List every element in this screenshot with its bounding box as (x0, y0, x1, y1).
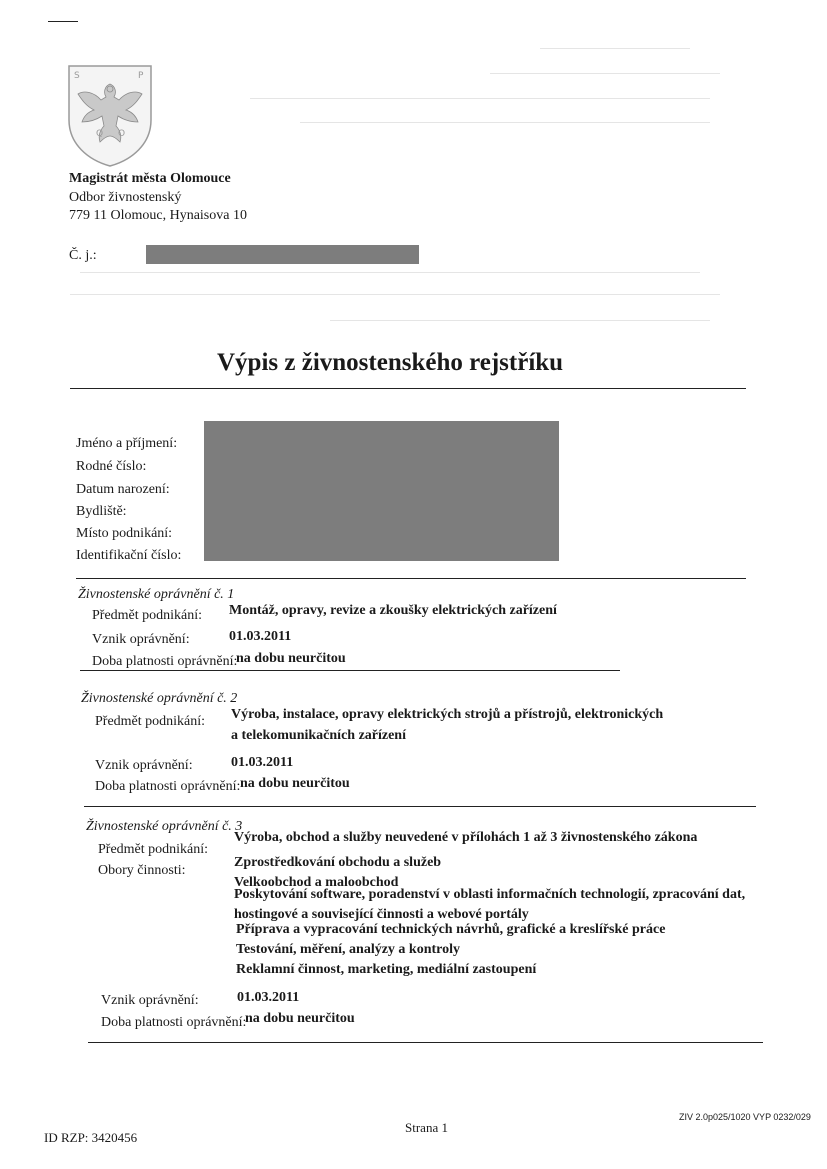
document-code: ZIV 2.0p025/1020 VYP 0232/029 (679, 1112, 811, 1122)
licence-2-subject-value-line-2: a telekomunikačních zařízení (231, 728, 406, 743)
licence-3-field-item: Reklamní činnost, marketing, mediální zastoupení (236, 962, 537, 977)
svg-text:Q: Q (96, 129, 104, 139)
licence-3-rule (88, 1042, 763, 1043)
name-label: Jméno a příjmení: (76, 436, 178, 451)
licence-3-field-item: Testování, měření, analýzy a kontroly (236, 942, 461, 957)
coat-of-arms-logo (66, 62, 154, 168)
business-place-label: Místo podnikání: (76, 526, 173, 541)
licence-3-validity-value: na dobu neurčitou (245, 1011, 355, 1026)
licence-1-validity-label: Doba platnosti oprávnění: (92, 654, 238, 669)
identification-number-label: Identifikační číslo: (76, 548, 182, 563)
office-address: 779 11 Olomouc, Hynaisova 10 (69, 208, 247, 223)
reference-redaction (146, 245, 419, 264)
licence-3-field-item: hostingové a související činnosti a webové portály (234, 907, 529, 922)
department-name: Odbor živnostenský (69, 190, 182, 205)
personal-rule (76, 578, 746, 579)
svg-text:P: P (138, 71, 144, 81)
personal-data-redaction (204, 421, 559, 561)
licence-2-origin-label: Vznik oprávnění: (95, 758, 193, 773)
licence-1-origin-value: 01.03.2011 (229, 629, 292, 644)
licence-2-heading: Živnostenské oprávnění č. 2 (81, 691, 238, 706)
licence-3-field-item: Poskytování software, poradenství v oblasti informačních technologií, zpracování dat, (234, 887, 746, 902)
birth-date-label: Datum narození: (76, 482, 170, 497)
licence-3-field-item: Velkoobchod a maloobchod (234, 875, 399, 890)
title-rule (70, 388, 746, 389)
licence-1-origin-label: Vznik oprávnění: (92, 632, 190, 647)
id-rzp: ID RZP: 3420456 (44, 1130, 138, 1145)
licence-1-validity-value: na dobu neurčitou (236, 651, 346, 666)
licence-3-field-item: Příprava a vypracování technických návrhů, grafické a kreslířské práce (236, 922, 666, 937)
svg-text:S: S (74, 71, 80, 81)
licence-3-origin-label: Vznik oprávnění: (101, 993, 199, 1008)
licence-2-validity-label: Doba platnosti oprávnění: (95, 779, 241, 794)
birth-number-label: Rodné číslo: (76, 459, 147, 474)
page-number: Strana 1 (405, 1120, 448, 1135)
licence-1-heading: Živnostenské oprávnění č. 1 (78, 587, 235, 602)
office-name: Magistrát města Olomouce (69, 171, 231, 186)
licence-3-subject-value: Výroba, obchod a služby neuvedené v přílohách 1 až 3 živnostenského zákona (234, 830, 698, 845)
licence-2-validity-value: na dobu neurčitou (240, 776, 350, 791)
licence-2-rule (84, 806, 756, 807)
licence-1-subject-value: Montáž, opravy, revize a zkoušky elektrických zařízení (229, 603, 557, 618)
licence-1-subject-label: Předmět podnikání: (92, 608, 203, 623)
licence-3-heading: Živnostenské oprávnění č. 3 (86, 819, 243, 834)
licence-3-fields-label: Obory činnosti: (98, 863, 186, 878)
scan-mark (48, 21, 78, 22)
licence-2-subject-value-line-1: Výroba, instalace, opravy elektrických strojů a přístrojů, elektronických (231, 707, 664, 722)
licence-3-origin-value: 01.03.2011 (237, 990, 300, 1005)
licence-3-subject-label: Předmět podnikání: (98, 842, 209, 857)
svg-text:O: O (118, 129, 126, 139)
reference-label: Č. j.: (69, 248, 97, 263)
licence-2-subject-label: Předmět podnikání: (95, 714, 206, 729)
licence-3-validity-label: Doba platnosti oprávnění: (101, 1015, 247, 1030)
licence-3-field-item: Zprostředkování obchodu a služeb (234, 855, 442, 870)
licence-2-origin-value: 01.03.2011 (231, 755, 294, 770)
licence-1-rule (80, 670, 620, 671)
page-title: Výpis z živnostenského rejstříku (217, 349, 564, 376)
residence-label: Bydliště: (76, 504, 127, 519)
